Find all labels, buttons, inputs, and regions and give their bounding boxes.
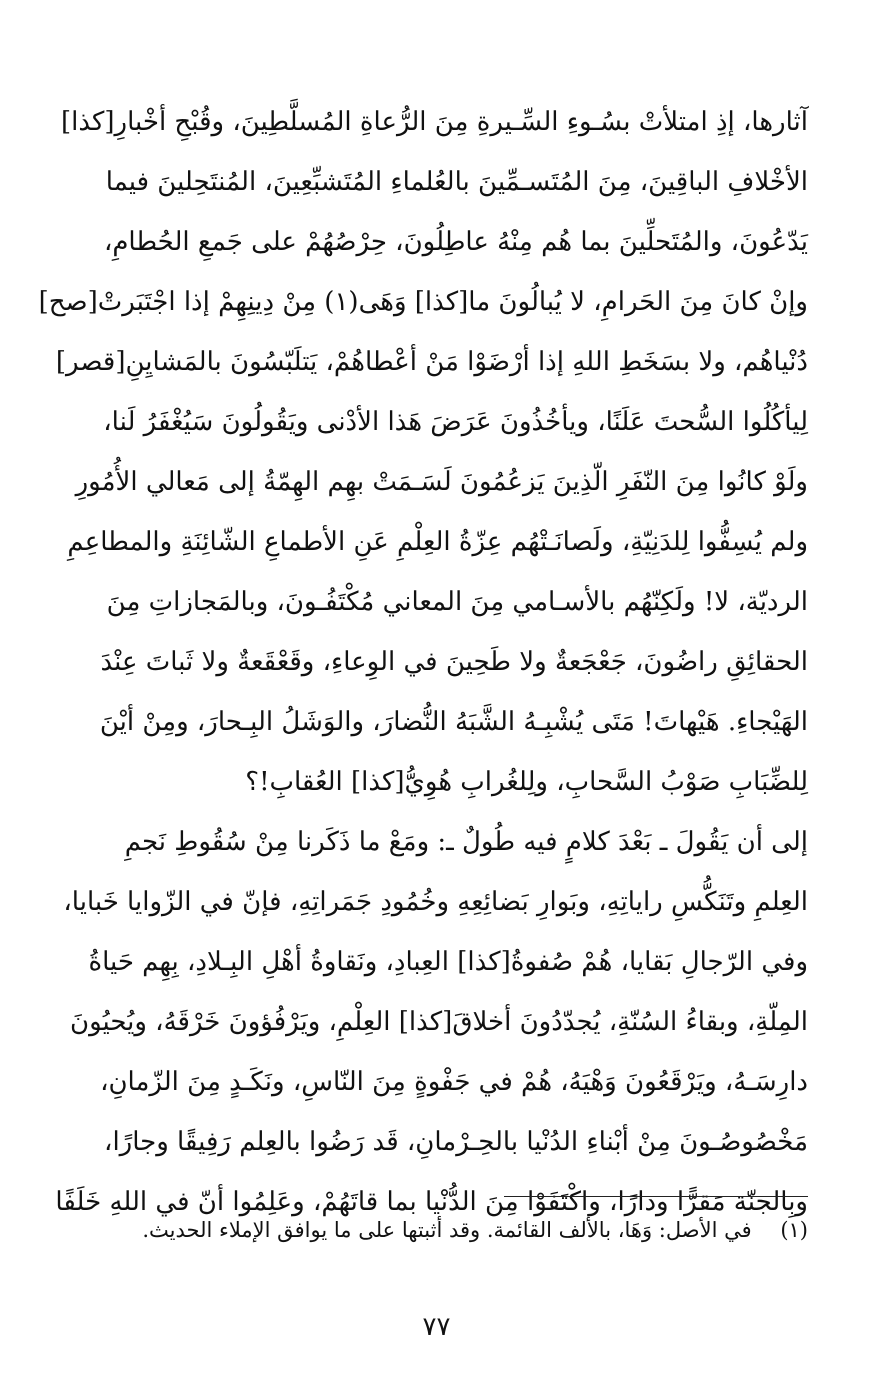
- text-line: وفي الرّجالِ بَقايا، هُمْ صُفوةُ[كذا] العِبادِ، ونَقاوةُ أهْلِ البِـلادِ، بِهِم حَياةُ: [88, 947, 808, 977]
- text-line: ولم يُسِفُّوا لِلدَنِيّةِ، ولَصانَـتْهُم عِزّةُ العِلْمِ عَنِ الأطماعِ الشّائِنَةِ والمطاعِمِ: [67, 527, 808, 557]
- paragraph-1: [38, 92, 808, 812]
- footnote-text: في الأصل: وَهَا، بالألف القائمة. وقد أثبتها على ما يوافق الإملاء الحديث.: [142, 1218, 752, 1242]
- footnote-separator: [504, 1196, 808, 1197]
- text-line: الحقائِقِ راضُونَ، جَعْجَعةٌ ولا طَحِينَ في الوِعاءِ، وقَعْقَعةٌ ولا ثَباتَ عِنْدَ: [100, 647, 808, 677]
- text-line: لِيأكُلُوا السُّحتَ عَلَنًا، ويأخُذُونَ عَرَضَ هَذا الأدْنى ويَقُولُونَ سَيُغْفَرُ لَنا،: [103, 407, 808, 437]
- text-line: المِلّةِ، وبقاءُ السُنّةِ، يُجدّدُونَ أخلاقَ[كذا] العِلْمِ، ويَرْفُؤونَ خَرْقَهُ، ويُحيُونَ: [69, 1007, 808, 1037]
- footnote-number: (١): [780, 1218, 808, 1242]
- footnote: [102, 1213, 808, 1247]
- text-line: إلى أن يَقُولَ ـ بَعْدَ كلامٍ فيه طُولٌ ـ: ومَعْ ما ذَكَرنا مِنْ سُقُوطِ نَجمِ: [124, 827, 808, 857]
- text-line: لِلضِّبَابِ صَوْبُ السَّحابِ، ولِلغُرابِ هُوِيُّ[كذا] العُقابِ!؟: [245, 767, 808, 797]
- text-line: وبِالجنّة مَقرًّا ودارًا، واكْتَفَوْا مِنَ الدُّنْيا بما قاتَهُمْ، وعَلِمُوا أنّ في اللهِ خَلَفًا: [55, 1187, 808, 1217]
- text-line: آثارها، إذِ امتلأتْ بسُـوءِ السِّـيرةِ مِنَ الرُّعاةِ المُسلَّطِينَ، وقُبْحِ أخْبارِ[كذا]: [61, 107, 808, 137]
- text-line: الرديّة، لا! ولَكِنّهُم بالأسـامي مِنَ المعاني مُكْتَفُـونَ، وبالمَجازاتِ مِنَ: [106, 587, 808, 617]
- paragraph-2: [55, 812, 808, 1232]
- text-line: ولَوْ كانُوا مِنَ النّفَرِ الّذِينَ يَزعُمُونَ لَسَـمَتْ بهِم الهِمّةُ إلى مَعالي الأُمُورِ: [75, 467, 808, 497]
- text-line: الهَيْجاءِ. هَيْهاتَ! مَتَى يُشْبِـهُ الشَّبَهُ النُّضارَ، والوَشَلُ البِـحارَ، ومِنْ أيْنَ: [99, 707, 808, 737]
- text-line: دارِسَـهُ، ويَرْقَعُونَ وَهْيَهُ، هُمْ في جَفْوةٍ مِنَ النّاسِ، ونَكَـدٍ مِنَ الزّمانِ،: [100, 1067, 808, 1097]
- text-line: العِلمِ وتَنَكُّسِ راياتِهِ، وبَوارِ بَضائِعِهِ وخُمُودِ جَمَراتِهِ، فإنّ في الزّوايا خَبايا،: [63, 887, 808, 917]
- page-number: ٧٧: [422, 1312, 451, 1342]
- text-line: وإنْ كانَ مِنَ الحَرامِ، لا يُبالُونَ ما[كذا] وَهَى(١) مِنْ دِينِهِمْ إذا اجْتَبَرتْ[صح]: [38, 287, 808, 317]
- text-line: يَدّعُونَ، والمُتَحلِّينَ بما هُم مِنْهُ عاطِلُونَ، حِرْصُهُمْ على جَمعِ الحُطامِ،: [103, 227, 808, 257]
- text-line: دُنْياهُم، ولا بسَخَطِ اللهِ إذا أرْضَوْا مَنْ أعْطاهُمْ، يَتلَبّسُونَ بالمَشايِنِ[قصر]: [55, 347, 808, 377]
- main-text: [38, 92, 808, 1232]
- text-line: مَخْصُوصُـونَ مِنْ أبْناءِ الدُنْيا بالحِـرْمانِ، قَد رَضُوا بالعِلم رَفِيقًا وجارًا،: [104, 1127, 808, 1157]
- text-line: الأخْلافِ الباقِينَ، مِنَ المُتَسـمِّينَ بالعُلماءِ المُتَشبِّعِينَ، المُنتَحِلينَ فيما: [105, 167, 808, 197]
